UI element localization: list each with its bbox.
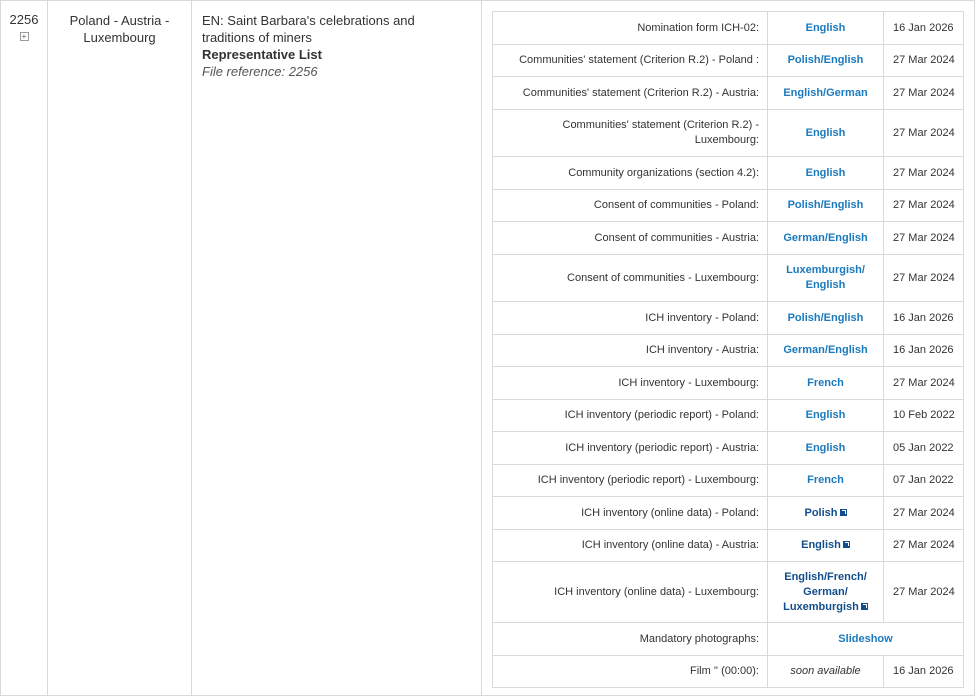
submitting-states: Poland - Austria - Luxembourg bbox=[69, 13, 170, 45]
document-date: 27 Mar 2024 bbox=[884, 222, 964, 255]
document-link[interactable]: German/English bbox=[783, 344, 868, 356]
document-date: 16 Jan 2026 bbox=[884, 12, 964, 45]
document-row bbox=[493, 465, 964, 497]
document-date: 16 Jan 2026 bbox=[884, 656, 964, 688]
document-date: 05 Jan 2022 bbox=[884, 432, 964, 465]
document-label: ICH inventory (periodic report) - Luxembourg: bbox=[493, 465, 768, 497]
document-link[interactable]: English bbox=[805, 126, 846, 139]
expand-icon[interactable]: + bbox=[20, 32, 29, 41]
document-row bbox=[493, 400, 964, 432]
document-label: Consent of communities - Luxembourg: bbox=[493, 255, 768, 302]
external-document-link[interactable] bbox=[783, 571, 868, 613]
document-label: ICH inventory (periodic report) - Austria: bbox=[493, 432, 768, 465]
document-date: 07 Jan 2022 bbox=[884, 465, 964, 497]
document-date: 27 Mar 2024 bbox=[884, 110, 964, 157]
document-row bbox=[493, 367, 964, 400]
element-title: EN: Saint Barbara's celebrations and traditions of miners bbox=[202, 13, 415, 45]
document-label: ICH inventory (periodic report) - Poland: bbox=[493, 400, 768, 432]
document-label: ICH inventory (online data) - Austria: bbox=[493, 530, 768, 562]
document-link-label: Polish bbox=[804, 506, 838, 519]
document-label: Consent of communities - Poland: bbox=[493, 190, 768, 222]
document-row bbox=[493, 190, 964, 222]
document-label: ICH inventory (online data) - Poland: bbox=[493, 497, 768, 530]
document-date: 16 Jan 2026 bbox=[884, 335, 964, 367]
document-label: Community organizations (section 4.2): bbox=[493, 157, 768, 190]
document-row bbox=[493, 222, 964, 255]
document-label: ICH inventory (online data) - Luxembourg: bbox=[493, 562, 768, 623]
document-label: Communities' statement (Criterion R.2) - Poland : bbox=[493, 45, 768, 77]
states-cell bbox=[48, 1, 192, 696]
document-date: 27 Mar 2024 bbox=[884, 77, 964, 110]
document-label: Communities' statement (Criterion R.2) - Austria: bbox=[493, 77, 768, 110]
document-label: Mandatory photographs: bbox=[493, 623, 768, 656]
title-cell bbox=[192, 1, 482, 696]
document-row bbox=[493, 497, 964, 530]
document-date: 27 Mar 2024 bbox=[884, 497, 964, 530]
document-date: 27 Mar 2024 bbox=[884, 190, 964, 222]
document-link[interactable]: French bbox=[807, 474, 844, 486]
document-label: ICH inventory - Luxembourg: bbox=[493, 367, 768, 400]
document-label: Communities' statement (Criterion R.2) - Luxembourg: bbox=[493, 110, 768, 157]
document-link-label: English/French/ German/ Luxemburgish bbox=[783, 570, 867, 613]
file-reference: File reference: 2256 bbox=[202, 64, 318, 79]
document-row bbox=[493, 12, 964, 45]
document-row bbox=[493, 110, 964, 157]
document-link[interactable]: English bbox=[805, 21, 846, 34]
id-cell bbox=[1, 1, 48, 696]
document-label: ICH inventory - Austria: bbox=[493, 335, 768, 367]
document-date: 27 Mar 2024 bbox=[884, 367, 964, 400]
document-link[interactable]: Luxemburgish/ English bbox=[786, 264, 865, 291]
document-link[interactable]: Polish/English bbox=[787, 54, 864, 66]
document-link[interactable]: English bbox=[805, 409, 846, 421]
document-label: Nomination form ICH-02: bbox=[493, 12, 768, 45]
document-link[interactable]: French bbox=[807, 376, 844, 389]
documents-table bbox=[492, 11, 964, 688]
document-label: Consent of communities - Austria: bbox=[493, 222, 768, 255]
document-date: 27 Mar 2024 bbox=[884, 45, 964, 77]
documents-cell bbox=[482, 1, 975, 696]
document-row bbox=[493, 45, 964, 77]
document-row bbox=[493, 530, 964, 562]
document-date: 16 Jan 2026 bbox=[884, 302, 964, 335]
document-label: ICH inventory - Poland: bbox=[493, 302, 768, 335]
document-row bbox=[493, 255, 964, 302]
document-row bbox=[493, 157, 964, 190]
document-row bbox=[493, 335, 964, 367]
document-link[interactable]: English/German bbox=[783, 86, 868, 99]
document-link[interactable]: Polish/English bbox=[787, 199, 864, 211]
document-date: 10 Feb 2022 bbox=[884, 400, 964, 432]
document-row bbox=[493, 432, 964, 465]
document-row bbox=[493, 656, 964, 688]
film-status: soon available bbox=[768, 656, 884, 688]
document-row bbox=[493, 77, 964, 110]
document-date: 27 Mar 2024 bbox=[884, 562, 964, 623]
external-link-icon bbox=[843, 541, 850, 548]
external-document-link[interactable] bbox=[804, 507, 846, 519]
document-link[interactable]: English bbox=[805, 441, 846, 454]
document-row bbox=[493, 623, 964, 656]
document-link[interactable]: German/English bbox=[783, 231, 868, 244]
document-date: 27 Mar 2024 bbox=[884, 157, 964, 190]
document-row bbox=[493, 302, 964, 335]
document-label: Film '' (00:00): bbox=[493, 656, 768, 688]
slideshow-link[interactable]: Slideshow bbox=[838, 632, 893, 645]
nomination-row bbox=[1, 1, 975, 696]
document-link-label: English bbox=[801, 539, 841, 551]
external-document-link[interactable] bbox=[801, 539, 850, 551]
external-link-icon bbox=[861, 603, 868, 610]
external-link-icon bbox=[840, 509, 847, 516]
document-link[interactable]: Polish/English bbox=[787, 311, 864, 324]
file-id: 2256 bbox=[9, 12, 39, 27]
document-row bbox=[493, 562, 964, 623]
list-name: Representative List bbox=[202, 47, 322, 62]
document-date: 27 Mar 2024 bbox=[884, 255, 964, 302]
document-date: 27 Mar 2024 bbox=[884, 530, 964, 562]
document-link[interactable]: English bbox=[805, 166, 846, 179]
